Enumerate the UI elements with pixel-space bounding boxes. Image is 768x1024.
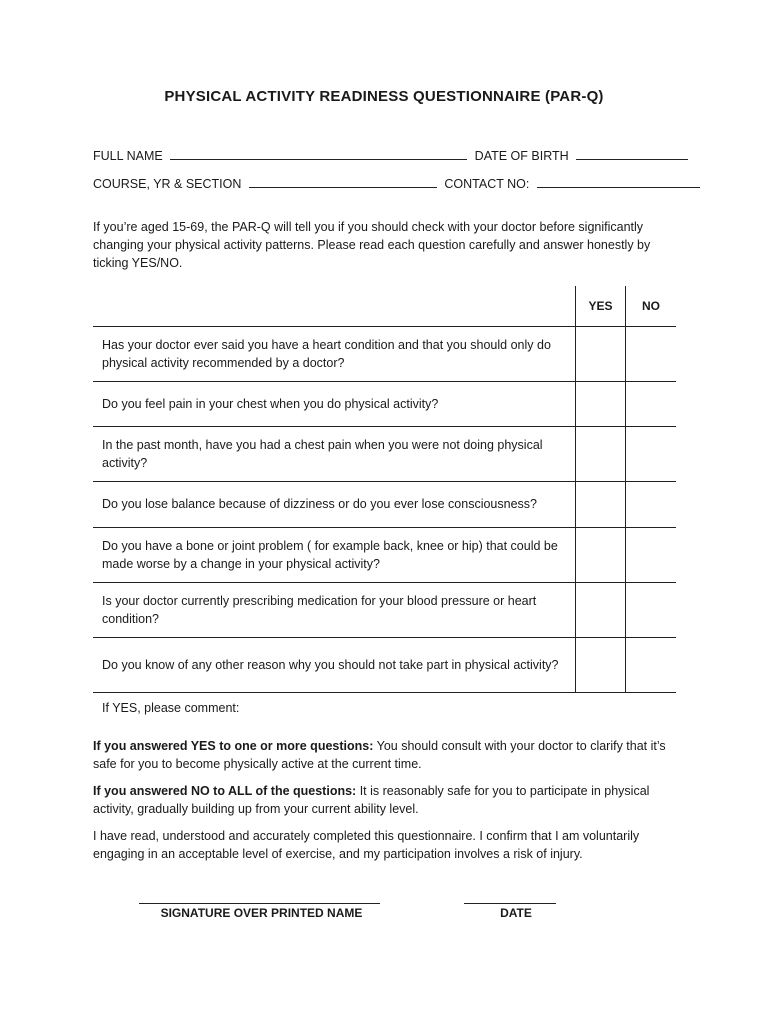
full-name-label: FULL NAME bbox=[93, 149, 163, 163]
questions-table bbox=[93, 286, 676, 693]
no-checkbox[interactable] bbox=[626, 426, 677, 481]
declaration: I have read, understood and accurately completed this questionnaire. I confirm that I am voluntarily engaging in an acceptable level of exercise, and my participation involves a risk of injury. bbox=[93, 829, 640, 861]
no-checkbox[interactable] bbox=[626, 582, 677, 637]
comment-prompt: If YES, please comment: bbox=[102, 701, 240, 715]
question-row bbox=[93, 582, 676, 637]
yes-checkbox[interactable] bbox=[576, 426, 626, 481]
intro-paragraph: If you’re aged 15-69, the PAR-Q will tell you if you should check with your doctor before significantly changing your physical activity patterns. Please read each question carefully and answer honestly by ticking YES/NO. bbox=[93, 220, 651, 270]
question-text: In the past month, have you had a chest pain when you were not doing physical activity? bbox=[93, 426, 576, 481]
no-checkbox[interactable] bbox=[626, 527, 677, 582]
no-checkbox[interactable] bbox=[626, 637, 677, 692]
question-text: Do you feel pain in your chest when you do physical activity? bbox=[93, 381, 576, 426]
course-field[interactable] bbox=[249, 175, 437, 188]
no-guidance-text: It is reasonably safe for you to participate in physical activity, gradually building up from your current ability level. bbox=[93, 784, 650, 816]
yes-checkbox[interactable] bbox=[576, 637, 626, 692]
yes-checkbox[interactable] bbox=[576, 381, 626, 426]
question-row bbox=[93, 481, 676, 527]
no-checkbox[interactable] bbox=[626, 481, 677, 527]
date-label: DATE bbox=[500, 906, 532, 920]
date-line[interactable] bbox=[464, 903, 556, 904]
question-text: Do you lose balance because of dizziness or do you ever lose consciousness? bbox=[93, 481, 576, 527]
no-guidance bbox=[93, 782, 678, 818]
question-row bbox=[93, 426, 676, 481]
yes-checkbox[interactable] bbox=[576, 326, 626, 381]
yes-checkbox[interactable] bbox=[576, 527, 626, 582]
no-checkbox[interactable] bbox=[626, 381, 677, 426]
question-text: Is your doctor currently prescribing medication for your blood pressure or heart condition? bbox=[93, 582, 576, 637]
date-of-birth-field[interactable] bbox=[576, 147, 688, 160]
header-blank bbox=[93, 286, 576, 326]
question-row bbox=[93, 326, 676, 381]
name-dob-row bbox=[93, 147, 673, 163]
course-label: COURSE, YR & SECTION bbox=[93, 177, 242, 191]
question-text: Do you have a bone or joint problem ( for example back, knee or hip) that could be made worse by a change in your physical activity? bbox=[93, 527, 576, 582]
yes-guidance bbox=[93, 737, 678, 773]
yes-checkbox[interactable] bbox=[576, 582, 626, 637]
question-text: Do you know of any other reason why you should not take part in physical activity? bbox=[93, 637, 576, 692]
question-text: Has your doctor ever said you have a heart condition and that you should only do physical activity recommended by a doctor? bbox=[93, 326, 576, 381]
question-row bbox=[93, 527, 676, 582]
full-name-field[interactable] bbox=[170, 147, 467, 160]
no-guidance-lead: If you answered NO to ALL of the questions: bbox=[93, 784, 357, 798]
yes-guidance-lead: If you answered YES to one or more questions: bbox=[93, 739, 374, 753]
yes-checkbox[interactable] bbox=[576, 481, 626, 527]
date-of-birth-label: DATE OF BIRTH bbox=[474, 149, 569, 163]
no-header: NO bbox=[626, 286, 677, 326]
contact-field[interactable] bbox=[537, 175, 700, 188]
contact-label: CONTACT NO: bbox=[444, 177, 530, 191]
question-row bbox=[93, 637, 676, 692]
yes-guidance-text: You should consult with your doctor to clarify that it’s safe for you to become physically active at the current time. bbox=[93, 739, 666, 771]
course-contact-row bbox=[93, 175, 673, 191]
no-checkbox[interactable] bbox=[626, 326, 677, 381]
signature-label: SIGNATURE OVER PRINTED NAME bbox=[160, 906, 363, 920]
yes-header: YES bbox=[576, 286, 626, 326]
signature-line[interactable] bbox=[139, 903, 380, 904]
document-title: PHYSICAL ACTIVITY READINESS QUESTIONNAIRE (PAR-Q) bbox=[164, 88, 604, 105]
question-row bbox=[93, 381, 676, 426]
